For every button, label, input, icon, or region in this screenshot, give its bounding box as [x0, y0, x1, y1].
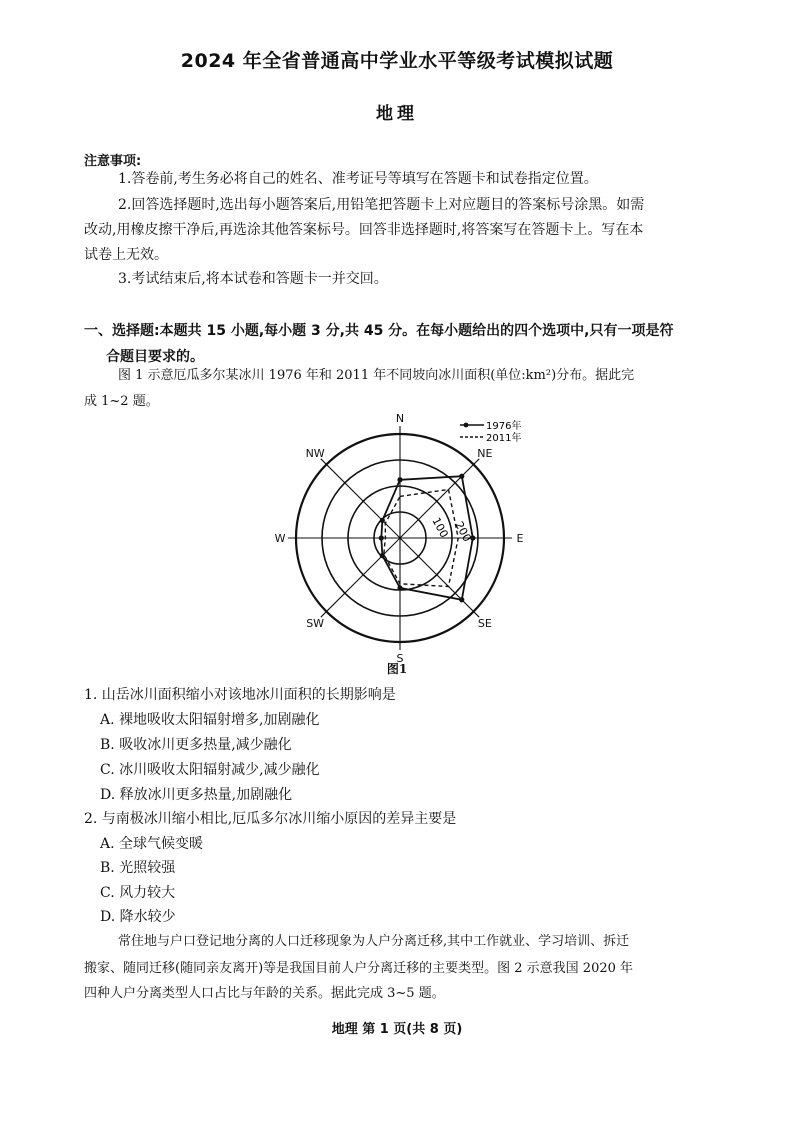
question-1-option-d: D. 释放冰川更多热量,加剧融化: [100, 787, 293, 803]
notice-item-2-line-2: 改动,用橡皮擦干净后,再选涂其他答案标号。回答非选择题时,将答案写在答题卡上。写在本: [84, 222, 644, 238]
notice-heading: 注意事项:: [84, 154, 142, 169]
notice-item-2-line-1: 2.回答选择题时,选出每小题答案后,用铅笔把答题卡上对应题目的答案标号涂黑。如需: [118, 197, 645, 213]
page-footer: 地理 第 1 页(共 8 页): [331, 1022, 463, 1037]
question-2-option-d: D. 降水较少: [100, 909, 176, 925]
section-one-line-2: 合题目要求的。: [106, 349, 204, 365]
scale-label-100: 100: [429, 515, 451, 540]
direction-label-e: E: [516, 532, 524, 545]
intro-1-line-1: 图 1 示意厄瓜多尔某冰川 1976 年和 2011 年不同坡向冰川面积(单位:km²)分布。据此完: [118, 368, 635, 383]
question-1-option-a: A. 裸地吸收太阳辐射增多,加剧融化: [100, 712, 320, 728]
direction-label-sw: SW: [306, 616, 325, 630]
legend-1976-label: 1976年: [486, 421, 522, 432]
question-2-option-a: A. 全球气候变暖: [100, 836, 204, 852]
question-2-option-b: B. 光照较强: [100, 860, 176, 876]
direction-label-n: N: [395, 412, 405, 425]
exam-title: 2024 年全省普通高中学业水平等级考试模拟试题: [180, 50, 614, 72]
intro-1-line-2: 成 1~2 题。: [84, 394, 159, 409]
point-1976-se: [459, 597, 464, 602]
section-one-line-1: 一、选择题:本题共 15 小题,每小题 3 分,共 45 分。在每小题给出的四个选项中,只有一项是符: [84, 323, 674, 339]
figure-1-caption: 图1: [386, 662, 408, 676]
point-1976-n: [397, 477, 402, 482]
question-1-option-b: B. 吸收冰川更多热量,减少融化: [100, 737, 292, 753]
legend-1976-marker: [464, 423, 469, 428]
point-1976-w: [379, 535, 384, 540]
notice-item-1: 1.答卷前,考生务必将自己的姓名、准考证号等填写在答题卡和试卷指定位置。: [118, 171, 598, 187]
legend: [460, 419, 521, 444]
subject-title: 地理: [376, 104, 418, 124]
notice-item-2-line-3: 试卷上无效。: [84, 247, 168, 263]
question-1-option-c: C. 冰川吸收太阳辐射减少,减少融化: [100, 762, 320, 778]
point-1976-nw: [380, 518, 385, 523]
point-1976-s: [397, 585, 402, 590]
question-2-option-c: C. 风力较大: [100, 885, 176, 901]
direction-label-ne: NE: [477, 447, 493, 461]
intro-2-line-2: 搬家、随同迁移(随同亲友离开)等是我国目前人户分离迁移的主要类型。图 2 示意我国 2020 年: [84, 961, 634, 976]
direction-label-w: W: [274, 532, 286, 545]
figure-1-radar-chart: [274, 412, 530, 665]
question-2-stem: 2. 与南极冰川缩小相比,厄瓜多尔冰川缩小原因的差异主要是: [84, 811, 457, 827]
question-1-stem: 1. 山岳冰川面积缩小对该地冰川面积的长期影响是: [84, 687, 396, 703]
intro-2-line-3: 四种人户分离类型人口占比与年龄的关系。据此完成 3~5 题。: [84, 986, 445, 1001]
point-1976-ne: [459, 474, 464, 479]
legend-2011-label: 2011年: [486, 433, 522, 444]
direction-label-nw: NW: [305, 447, 325, 461]
point-1976-sw: [380, 553, 385, 558]
direction-label-s: S: [396, 652, 404, 665]
notice-item-3: 3.考试结束后,将本试卷和答题卡一并交回。: [118, 271, 388, 287]
scale-label-200: 200: [452, 519, 474, 544]
direction-label-se: SE: [477, 616, 492, 630]
intro-2-line-1: 常住地与户口登记地分离的人口迁移现象为人户分离迁移,其中工作就业、学习培训、拆迁: [118, 934, 630, 949]
